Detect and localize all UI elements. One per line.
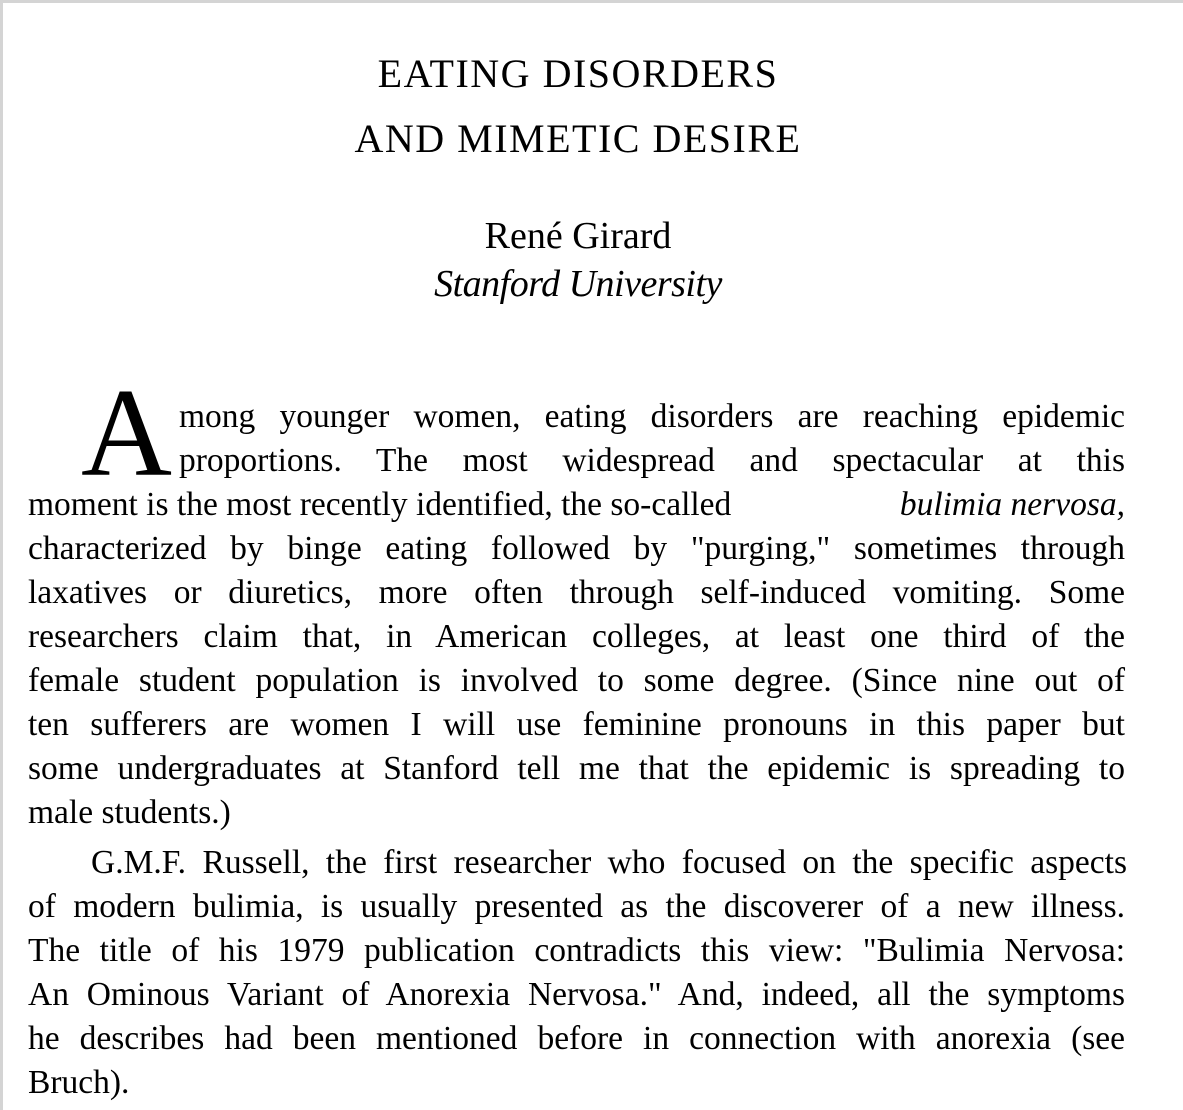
text-line: some undergraduates at Stanford tell me that the epidemic is spreading to: [28, 750, 1125, 787]
text-span: moment is the most recently identified, the so-called: [28, 486, 732, 523]
text-line: mong younger women, eating disorders are reaching epidemic: [179, 398, 1125, 435]
text-line: The title of his 1979 publication contradicts this view: "Bulimia Nervosa:: [28, 932, 1125, 969]
text-line: researchers claim that, in American colleges, at least one third of the: [28, 618, 1125, 655]
text-line: female student population is involved to some degree. (Since nine out of: [28, 662, 1125, 699]
text-line: characterized by binge eating followed by "purging," sometimes through: [28, 530, 1125, 567]
title-line-2: AND MIMETIC DESIRE: [354, 116, 802, 161]
author-affiliation: Stanford University: [434, 263, 722, 305]
text-line: Bruch).: [28, 1064, 130, 1101]
text-line: proportions. The most widespread and spectacular at this: [179, 442, 1125, 479]
text-line: male students.): [28, 794, 231, 831]
text-line: G.M.F. Russell, the first researcher who focused on the specific aspects: [91, 844, 1127, 881]
text-line: laxatives or diuretics, more often through self-induced vomiting. Some: [28, 574, 1125, 611]
author-name: René Girard: [484, 215, 672, 257]
text-line: of modern bulimia, is usually presented as the discoverer of a new illness.: [28, 888, 1125, 925]
drop-cap: A: [81, 364, 172, 503]
title-line-1: EATING DISORDERS: [377, 51, 779, 96]
text-line: ten sufferers are women I will use feminine pronouns in this paper but: [28, 706, 1125, 743]
text-line: [28, 483, 1125, 527]
text-line: he describes had been mentioned before in connection with anorexia (see: [28, 1020, 1125, 1057]
text-line: An Ominous Variant of Anorexia Nervosa." And, indeed, all the symptoms: [28, 976, 1125, 1013]
italic-term: bulimia nervosa,: [899, 486, 1125, 523]
